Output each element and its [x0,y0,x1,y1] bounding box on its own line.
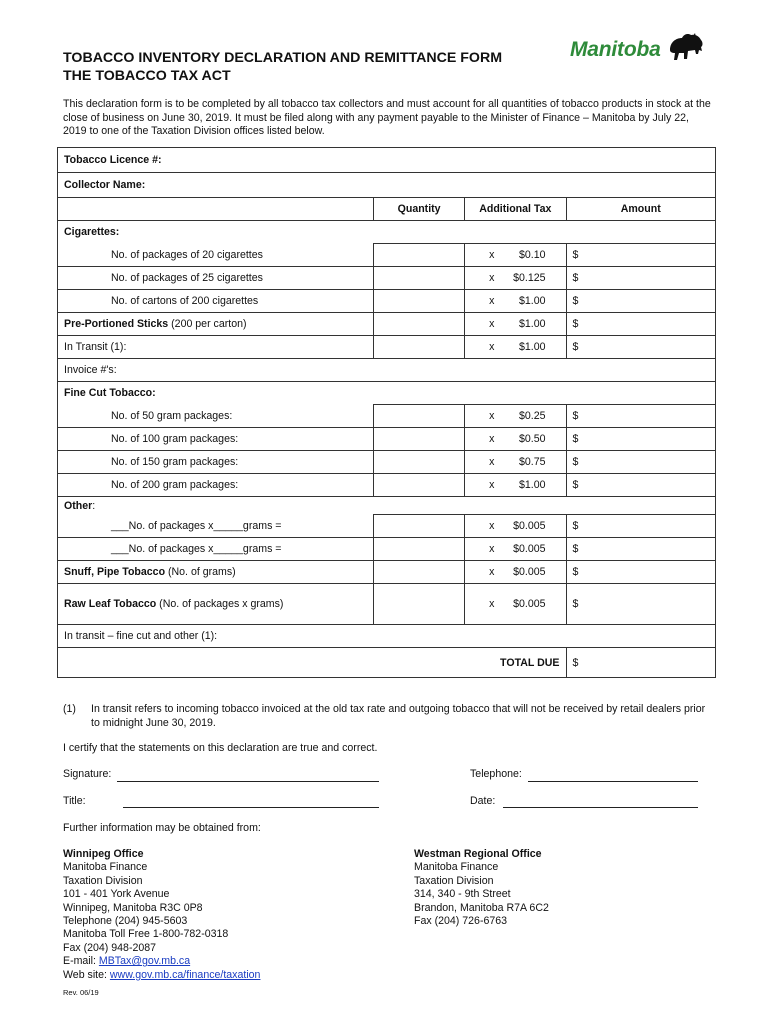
quantity-field[interactable] [374,451,465,474]
finecut-label: Fine Cut Tobacco: [58,382,716,405]
rate-cell [465,451,566,474]
quantity-header: Quantity [374,198,465,221]
total-due-row [58,648,716,678]
office-line: Taxation Division [63,874,143,887]
multiply-sign: x [489,456,495,468]
multiply-sign: x [489,272,495,284]
quantity-field[interactable] [374,290,465,313]
winnipeg-office [63,848,260,982]
amount-header: Amount [566,198,716,221]
dollar-sign: $ [572,479,579,491]
row-label[interactable]: ___No. of packages x_____grams = [58,538,374,561]
email-link[interactable]: MBTax@gov.mb.ca [98,955,191,968]
rate-cell [465,428,566,451]
form-title [63,49,502,85]
rate-cell [465,584,566,625]
telephone-field[interactable] [528,781,698,782]
row-label [58,313,374,336]
rate-value: $0.10 [518,249,546,261]
rate-value: $0.125 [513,272,546,284]
multiply-sign: x [489,433,495,445]
quantity-field[interactable] [374,474,465,497]
multiply-sign: x [489,341,495,353]
collector-row [58,173,716,198]
quantity-field[interactable] [374,336,465,359]
office-line: Taxation Division [414,874,494,887]
snuff-label-rest: (No. of grams) [165,566,236,578]
rate-value: $0.005 [513,520,546,532]
dollar-sign: $ [572,456,579,468]
amount-field[interactable] [566,405,716,428]
amount-field[interactable] [566,515,716,538]
rate-value: $0.25 [518,410,546,422]
office-line: Telephone (204) 945-5603 [63,915,188,928]
row-label: No. of 100 gram packages: [58,428,374,451]
column-header-row [58,198,716,221]
rate-cell [465,244,566,267]
invoice-row [58,359,716,382]
office-line: Fax (204) 726-6763 [414,915,508,928]
dollar-sign: $ [572,410,579,422]
row-label: In Transit (1): [58,336,374,359]
quantity-field[interactable] [374,538,465,561]
office-line: Manitoba Finance [63,861,148,874]
quantity-field[interactable] [374,515,465,538]
dollar-sign: $ [572,341,579,353]
table-row [58,290,716,313]
quantity-field[interactable] [374,584,465,625]
rate-cell [465,538,566,561]
quantity-field[interactable] [374,244,465,267]
rate-cell [465,405,566,428]
westman-office [414,848,549,928]
row-label: No. of 50 gram packages: [58,405,374,428]
total-due-label: TOTAL DUE [58,648,567,678]
amount-field[interactable] [566,244,716,267]
rate-cell [465,561,566,584]
rate-cell [465,515,566,538]
row-label: No. of 200 gram packages: [58,474,374,497]
revision-label: Rev. 06/19 [63,988,99,997]
signature-label: Signature: [63,768,112,780]
amount-field[interactable] [566,313,716,336]
table-row [58,313,716,336]
office-line: Manitoba Toll Free 1-800-782-0318 [63,928,229,941]
dollar-sign: $ [572,318,579,330]
dollar-sign: $ [572,598,579,610]
multiply-sign: x [489,249,495,261]
title-line-2: THE TOBACCO TAX ACT [63,68,231,84]
licence-row [58,148,716,173]
table-row [58,515,716,538]
office-line: Winnipeg, Manitoba R3C 0P8 [63,901,203,914]
table-row [58,428,716,451]
table-row [58,267,716,290]
total-due-field[interactable] [566,648,716,678]
collector-label: Collector Name: [64,179,146,191]
rate-cell [465,290,566,313]
row-label: No. of cartons of 200 cigarettes [58,290,374,313]
additional-tax-header: Additional Tax [465,198,566,221]
further-info: Further information may be obtained from: [63,822,261,834]
quantity-field[interactable] [374,313,465,336]
multiply-sign: x [489,410,495,422]
snuff-label-bold: Snuff, Pipe Tobacco [64,566,166,578]
sticks-label-rest: (200 per carton) [168,318,247,330]
office-line: Manitoba Finance [414,861,499,874]
footnote-number: (1) [63,703,76,715]
multiply-sign: x [489,520,495,532]
table-row [58,336,716,359]
row-label: No. of packages of 25 cigarettes [58,267,374,290]
other-label-cell [58,497,716,515]
row-label: No. of 150 gram packages: [58,451,374,474]
invoice-field[interactable] [58,359,716,382]
title-line-1: TOBACCO INVENTORY DECLARATION AND REMITTANCE FORM [63,50,503,66]
table-row [58,538,716,561]
dollar-sign: $ [572,656,579,669]
bison-icon [668,32,704,62]
quantity-field[interactable] [374,405,465,428]
multiply-sign: x [489,566,495,578]
telephone-label: Telephone: [470,768,522,780]
rate-cell [465,336,566,359]
other-section-row [58,497,716,515]
amount-field[interactable] [566,267,716,290]
row-label[interactable]: ___No. of packages x_____grams = [58,515,374,538]
dollar-sign: $ [572,295,579,307]
rate-value: $1.00 [518,341,546,353]
dollar-sign: $ [572,272,579,284]
dollar-sign: $ [572,566,579,578]
website-label: Web site: [63,968,110,981]
manitoba-logo [570,34,705,68]
transit-other-field[interactable] [58,625,716,648]
rate-value: $0.50 [518,433,546,445]
email-line [63,955,260,968]
raw-label-bold: Raw Leaf Tobacco [64,598,157,610]
office-name: Winnipeg Office [63,848,144,860]
table-row [58,244,716,267]
other-label: Other [64,499,93,512]
website-link[interactable]: www.gov.mb.ca/finance/taxation [109,968,261,981]
row-label [58,584,374,625]
rate-value: $0.005 [513,566,546,578]
amount-field[interactable] [566,428,716,451]
amount-field[interactable] [566,290,716,313]
amount-field[interactable] [566,561,716,584]
office-line: 314, 340 - 9th Street [414,888,511,901]
amount-field[interactable] [566,336,716,359]
cigarettes-label: Cigarettes: [58,221,716,244]
website-line [63,969,260,982]
dollar-sign: $ [572,249,579,261]
cigarettes-section-row [58,221,716,244]
amount-field[interactable] [566,451,716,474]
quantity-field[interactable] [374,561,465,584]
row-label: No. of packages of 20 cigarettes [58,244,374,267]
licence-label: Tobacco Licence #: [64,154,162,166]
title-field[interactable] [123,807,379,808]
title-label: Title: [63,795,86,807]
signature-field[interactable] [117,781,379,782]
transit-other-label: In transit – fine cut and other (1): [64,630,218,642]
rate-value: $0.005 [513,543,546,555]
row-label [58,561,374,584]
multiply-sign: x [489,295,495,307]
licence-field[interactable] [58,148,716,173]
declaration-table [57,147,716,678]
rate-value: $0.005 [513,598,546,610]
rate-value: $1.00 [518,318,546,330]
certify-statement: I certify that the statements on this declaration are true and correct. [63,742,378,754]
dollar-sign: $ [572,543,579,555]
amount-field[interactable] [566,474,716,497]
multiply-sign: x [489,479,495,491]
footnote-text: In transit refers to incoming tobacco invoiced at the old tax rate and outgoing tobacco that will not be received by retail dealers prior to midnight June 30, 2019. [91,703,706,729]
table-row [58,405,716,428]
dollar-sign: $ [572,433,579,445]
intro-paragraph: This declaration form is to be completed by all tobacco tax collectors and must account for all quantities of tobacco products in stock at the close of business on June 30, 2019. It must be filed along with any payment payable to the Minister of Finance – Manitoba by July 22, 2019 to one of the Taxation Division offices listed below. [63,98,711,138]
finecut-section-row [58,382,716,405]
multiply-sign: x [489,543,495,555]
quantity-field[interactable] [374,428,465,451]
rate-cell [465,313,566,336]
rate-value: $1.00 [518,295,546,307]
table-row [58,474,716,497]
quantity-field[interactable] [374,267,465,290]
collector-field[interactable] [58,173,716,198]
sticks-label-bold: Pre-Portioned Sticks [64,318,169,330]
date-label: Date: [470,795,496,807]
other-colon: : [92,499,96,512]
dollar-sign: $ [572,520,579,532]
office-line: Fax (204) 948-2087 [63,941,157,954]
office-line: Brandon, Manitoba R7A 6C2 [414,901,549,914]
email-label: E-mail: [63,955,99,968]
table-row [58,584,716,625]
rate-value: $1.00 [518,479,546,491]
rate-cell [465,267,566,290]
rate-value: $0.75 [518,456,546,468]
transit-other-row [58,625,716,648]
invoice-label: Invoice #'s: [64,364,117,376]
table-row [58,561,716,584]
office-name: Westman Regional Office [414,848,542,860]
multiply-sign: x [489,318,495,330]
logo-text: Manitoba [570,38,661,61]
raw-label-rest: (No. of packages x grams) [156,598,284,610]
multiply-sign: x [489,598,495,610]
date-field[interactable] [503,807,698,808]
rate-cell [465,474,566,497]
table-row [58,451,716,474]
amount-field[interactable] [566,538,716,561]
amount-field[interactable] [566,584,716,625]
office-line: 101 - 401 York Avenue [63,888,170,901]
